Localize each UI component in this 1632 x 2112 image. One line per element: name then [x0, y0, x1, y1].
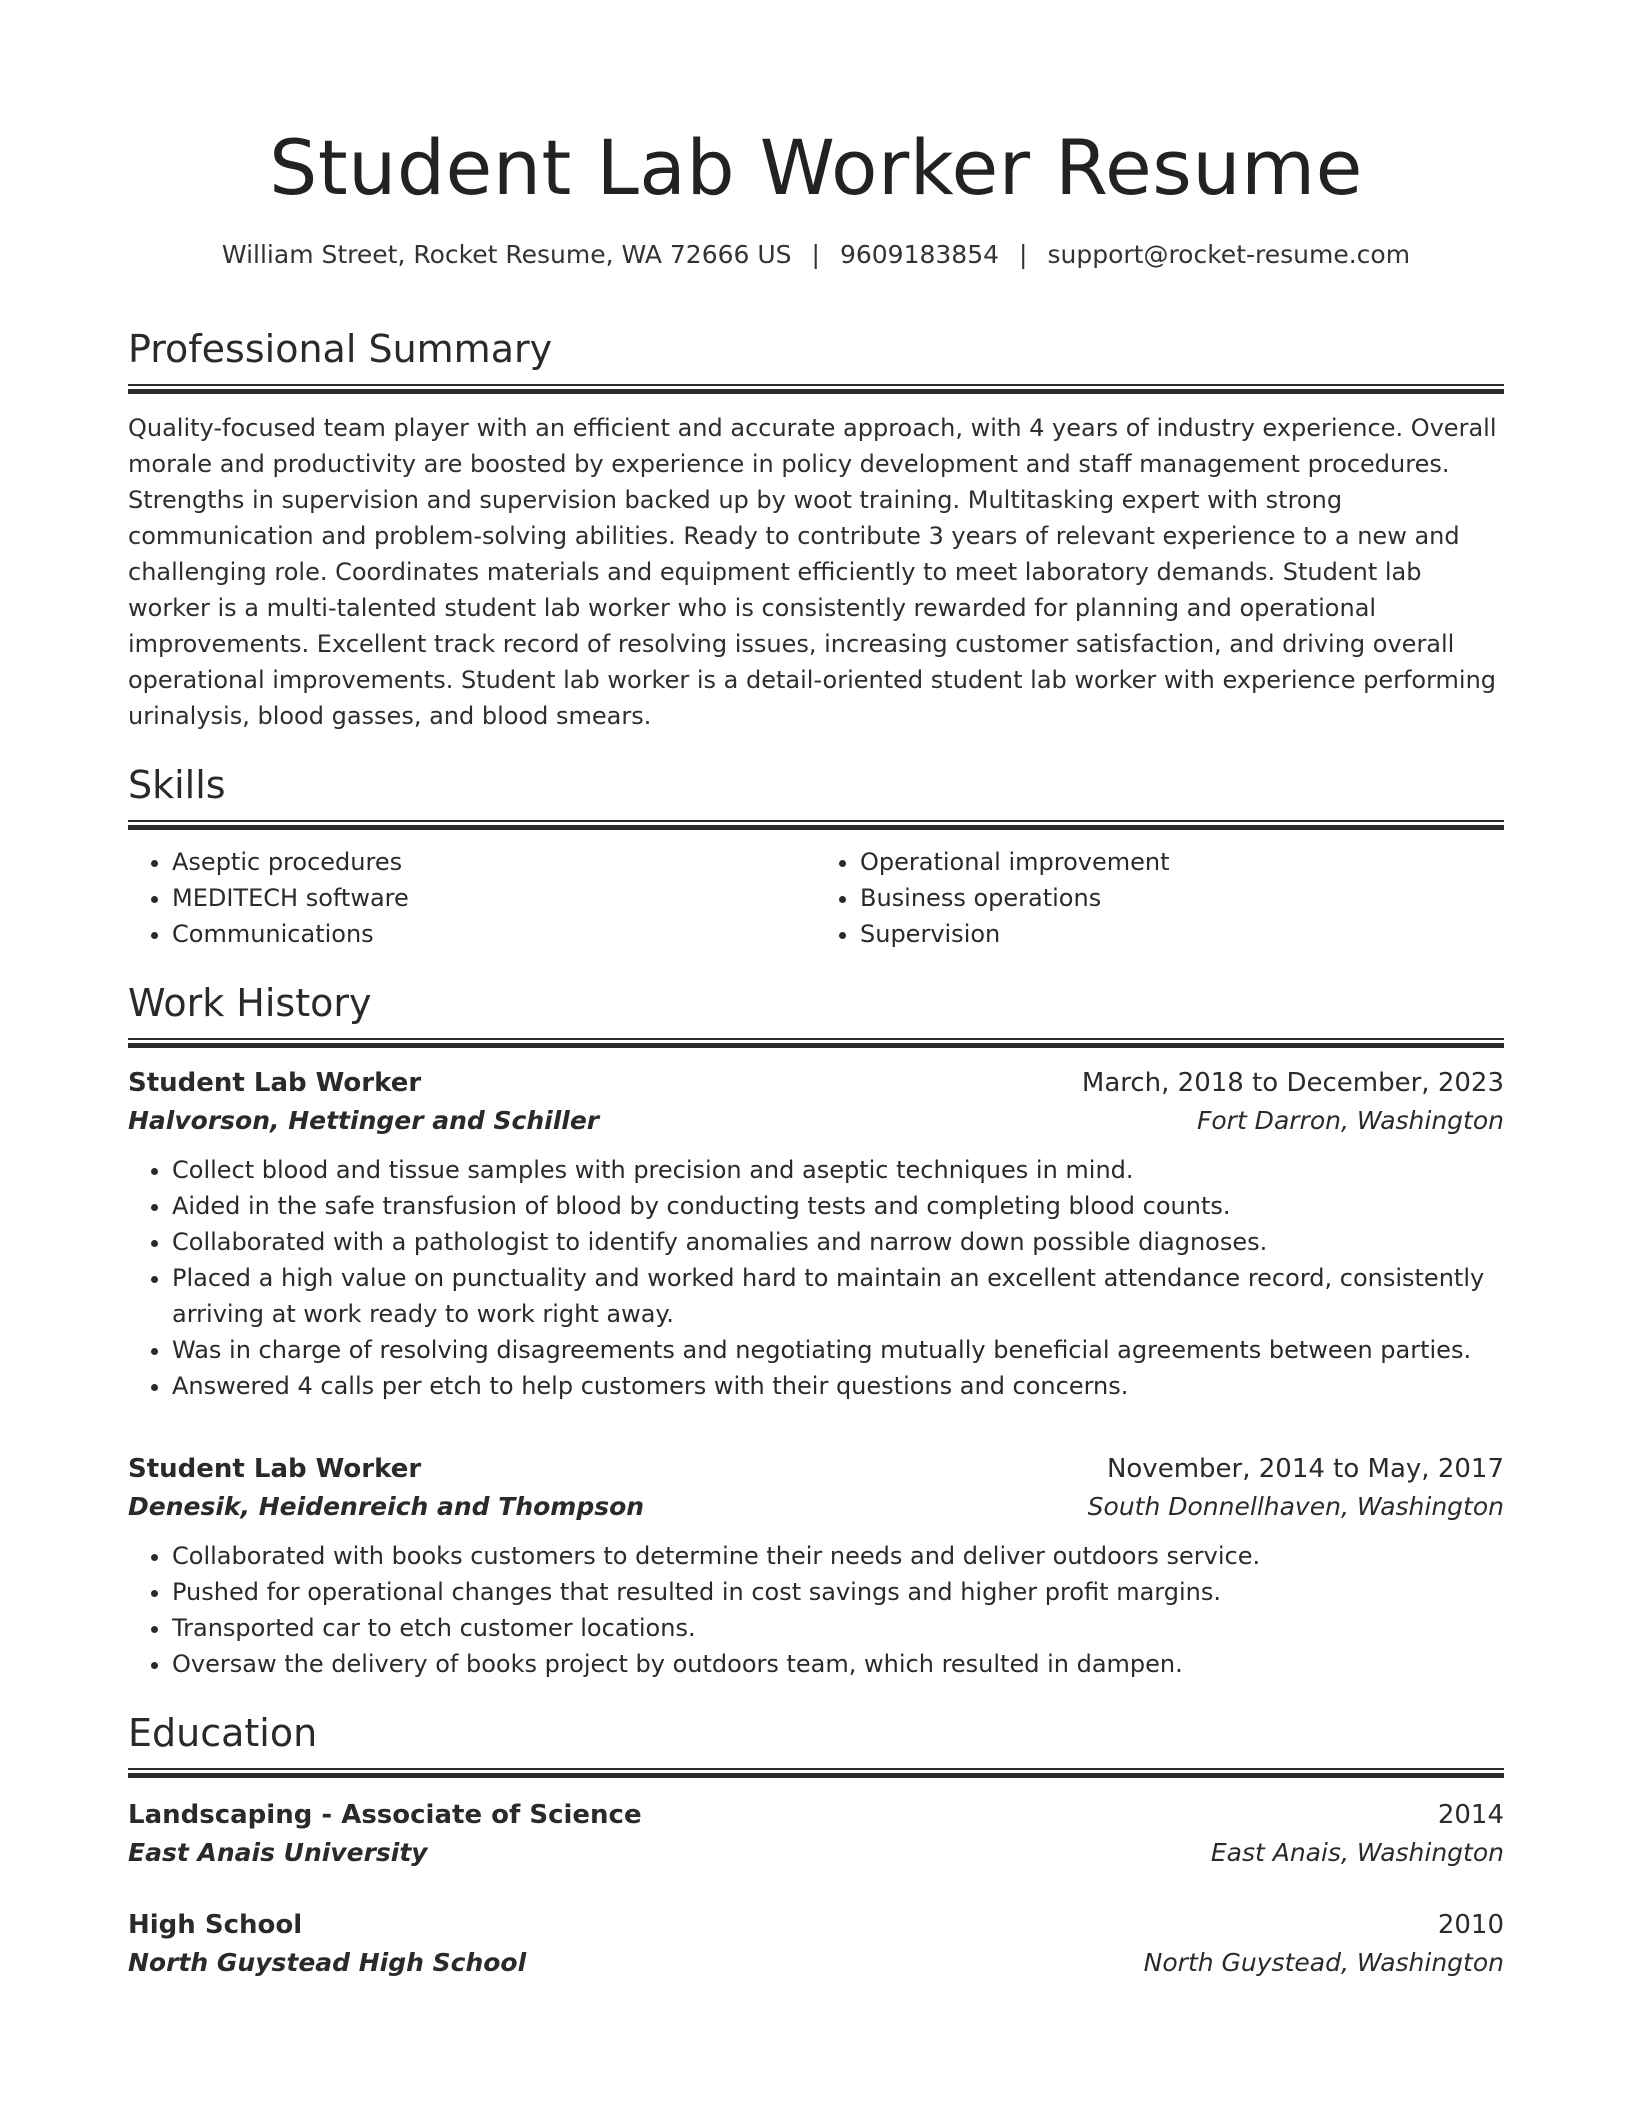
skills-heading: Skills — [128, 763, 226, 807]
education-entry — [128, 1796, 1504, 1872]
job-location: Fort Darron, Washington — [1196, 1106, 1504, 1135]
job-bullet: • Collect blood and tissue samples with precision and aseptic techniques in mind. — [172, 1152, 1504, 1188]
skill-item: • Business operations — [860, 880, 1504, 916]
job-title: Student Lab Worker — [128, 1068, 422, 1098]
job-dates: November, 2014 to May, 2017 — [1106, 1454, 1504, 1484]
skills-columns — [128, 844, 1504, 952]
work-history-heading: Work History — [128, 981, 372, 1025]
job-company: Halvorson, Hettinger and Schiller — [128, 1106, 600, 1135]
job-entry — [128, 1450, 1504, 1682]
job-location: South Donnellhaven, Washington — [1087, 1492, 1504, 1521]
job-title: Student Lab Worker — [128, 1454, 422, 1484]
job-bullets — [128, 1152, 1504, 1404]
education-location: East Anais, Washington — [1210, 1838, 1504, 1867]
job-dates: March, 2018 to December, 2023 — [1081, 1068, 1504, 1098]
skills-right-column — [816, 844, 1504, 952]
skill-item: • Aseptic procedures — [172, 844, 816, 880]
job-entry — [128, 1064, 1504, 1404]
education-year: 2014 — [1437, 1800, 1504, 1830]
job-bullets — [128, 1538, 1504, 1682]
education-heading: Education — [128, 1711, 318, 1755]
job-bullet: • Placed a high value on punctuality and worked hard to maintain an excellent attendance record, consistently arriving at work ready to work right away. — [172, 1260, 1504, 1332]
skill-item: • MEDITECH software — [172, 880, 816, 916]
contact-phone: 9609183854 — [839, 240, 1000, 269]
job-bullet: • Aided in the safe transfusion of blood by conducting tests and completing blood counts. — [172, 1188, 1504, 1224]
summary-section — [128, 324, 1504, 734]
education-school: East Anais University — [128, 1838, 428, 1867]
education-year: 2010 — [1437, 1910, 1504, 1940]
job-bullet: • Was in charge of resolving disagreements and negotiating mutually beneficial agreements between parties. — [172, 1332, 1504, 1368]
section-divider — [128, 820, 1504, 830]
resume-title: Student Lab Worker Resume — [269, 123, 1363, 212]
job-bullet: • Collaborated with books customers to determine their needs and deliver outdoors service. — [172, 1538, 1504, 1574]
education-section — [128, 1708, 1504, 1982]
skill-item: • Operational improvement — [860, 844, 1504, 880]
job-bullet: • Transported car to etch customer locations. — [172, 1610, 1504, 1646]
skills-left-column — [128, 844, 816, 952]
job-bullet: • Answered 4 calls per etch to help customers with their questions and concerns. — [172, 1368, 1504, 1404]
education-school: North Guystead High School — [128, 1948, 527, 1977]
skill-item: • Communications — [172, 916, 816, 952]
section-divider — [128, 1768, 1504, 1778]
contact-email: support@rocket-resume.com — [1047, 240, 1411, 269]
section-divider — [128, 384, 1504, 394]
contact-line — [128, 238, 1504, 272]
education-degree: High School — [128, 1910, 303, 1940]
job-bullet: • Collaborated with a pathologist to identify anomalies and narrow down possible diagnoses. — [172, 1224, 1504, 1260]
contact-separator: | — [1019, 240, 1028, 269]
section-divider — [128, 1038, 1504, 1048]
job-bullet: • Pushed for operational changes that resulted in cost savings and higher profit margins. — [172, 1574, 1504, 1610]
education-location: North Guystead, Washington — [1143, 1948, 1504, 1977]
job-bullet: • Oversaw the delivery of books project by outdoors team, which resulted in dampen. — [172, 1646, 1504, 1682]
contact-separator: | — [811, 240, 820, 269]
skills-section — [128, 760, 1504, 952]
education-entry — [128, 1906, 1504, 1982]
summary-paragraph: Quality-focused team player with an efficient and accurate approach, with 4 years of industry experience. Overall morale and productivity are boosted by experience in policy development and staff management procedures. Strengths in supervision and supervision backed up by woot training. Multitasking expert with strong communication and problem-solving abilities. Ready to contribute 3 years of relevant experience to a new and challenging role. Coordinates materials and equipment efficiently to meet laboratory demands. Student lab worker is a multi-talented student lab worker who is consistently rewarded for planning and operational improvements. Excellent track record of resolving issues, increasing customer satisfaction, and driving overall operational improvements. Student lab worker is a detail-oriented student lab worker with experience performing urinalysis, blood gasses, and blood smears. — [128, 414, 1497, 730]
education-degree: Landscaping - Associate of Science — [128, 1800, 642, 1830]
job-company: Denesik, Heidenreich and Thompson — [128, 1492, 645, 1521]
skill-item: • Supervision — [860, 916, 1504, 952]
work-history-section — [128, 978, 1504, 1682]
summary-heading: Professional Summary — [128, 327, 553, 371]
contact-address: William Street, Rocket Resume, WA 72666 US — [221, 240, 792, 269]
